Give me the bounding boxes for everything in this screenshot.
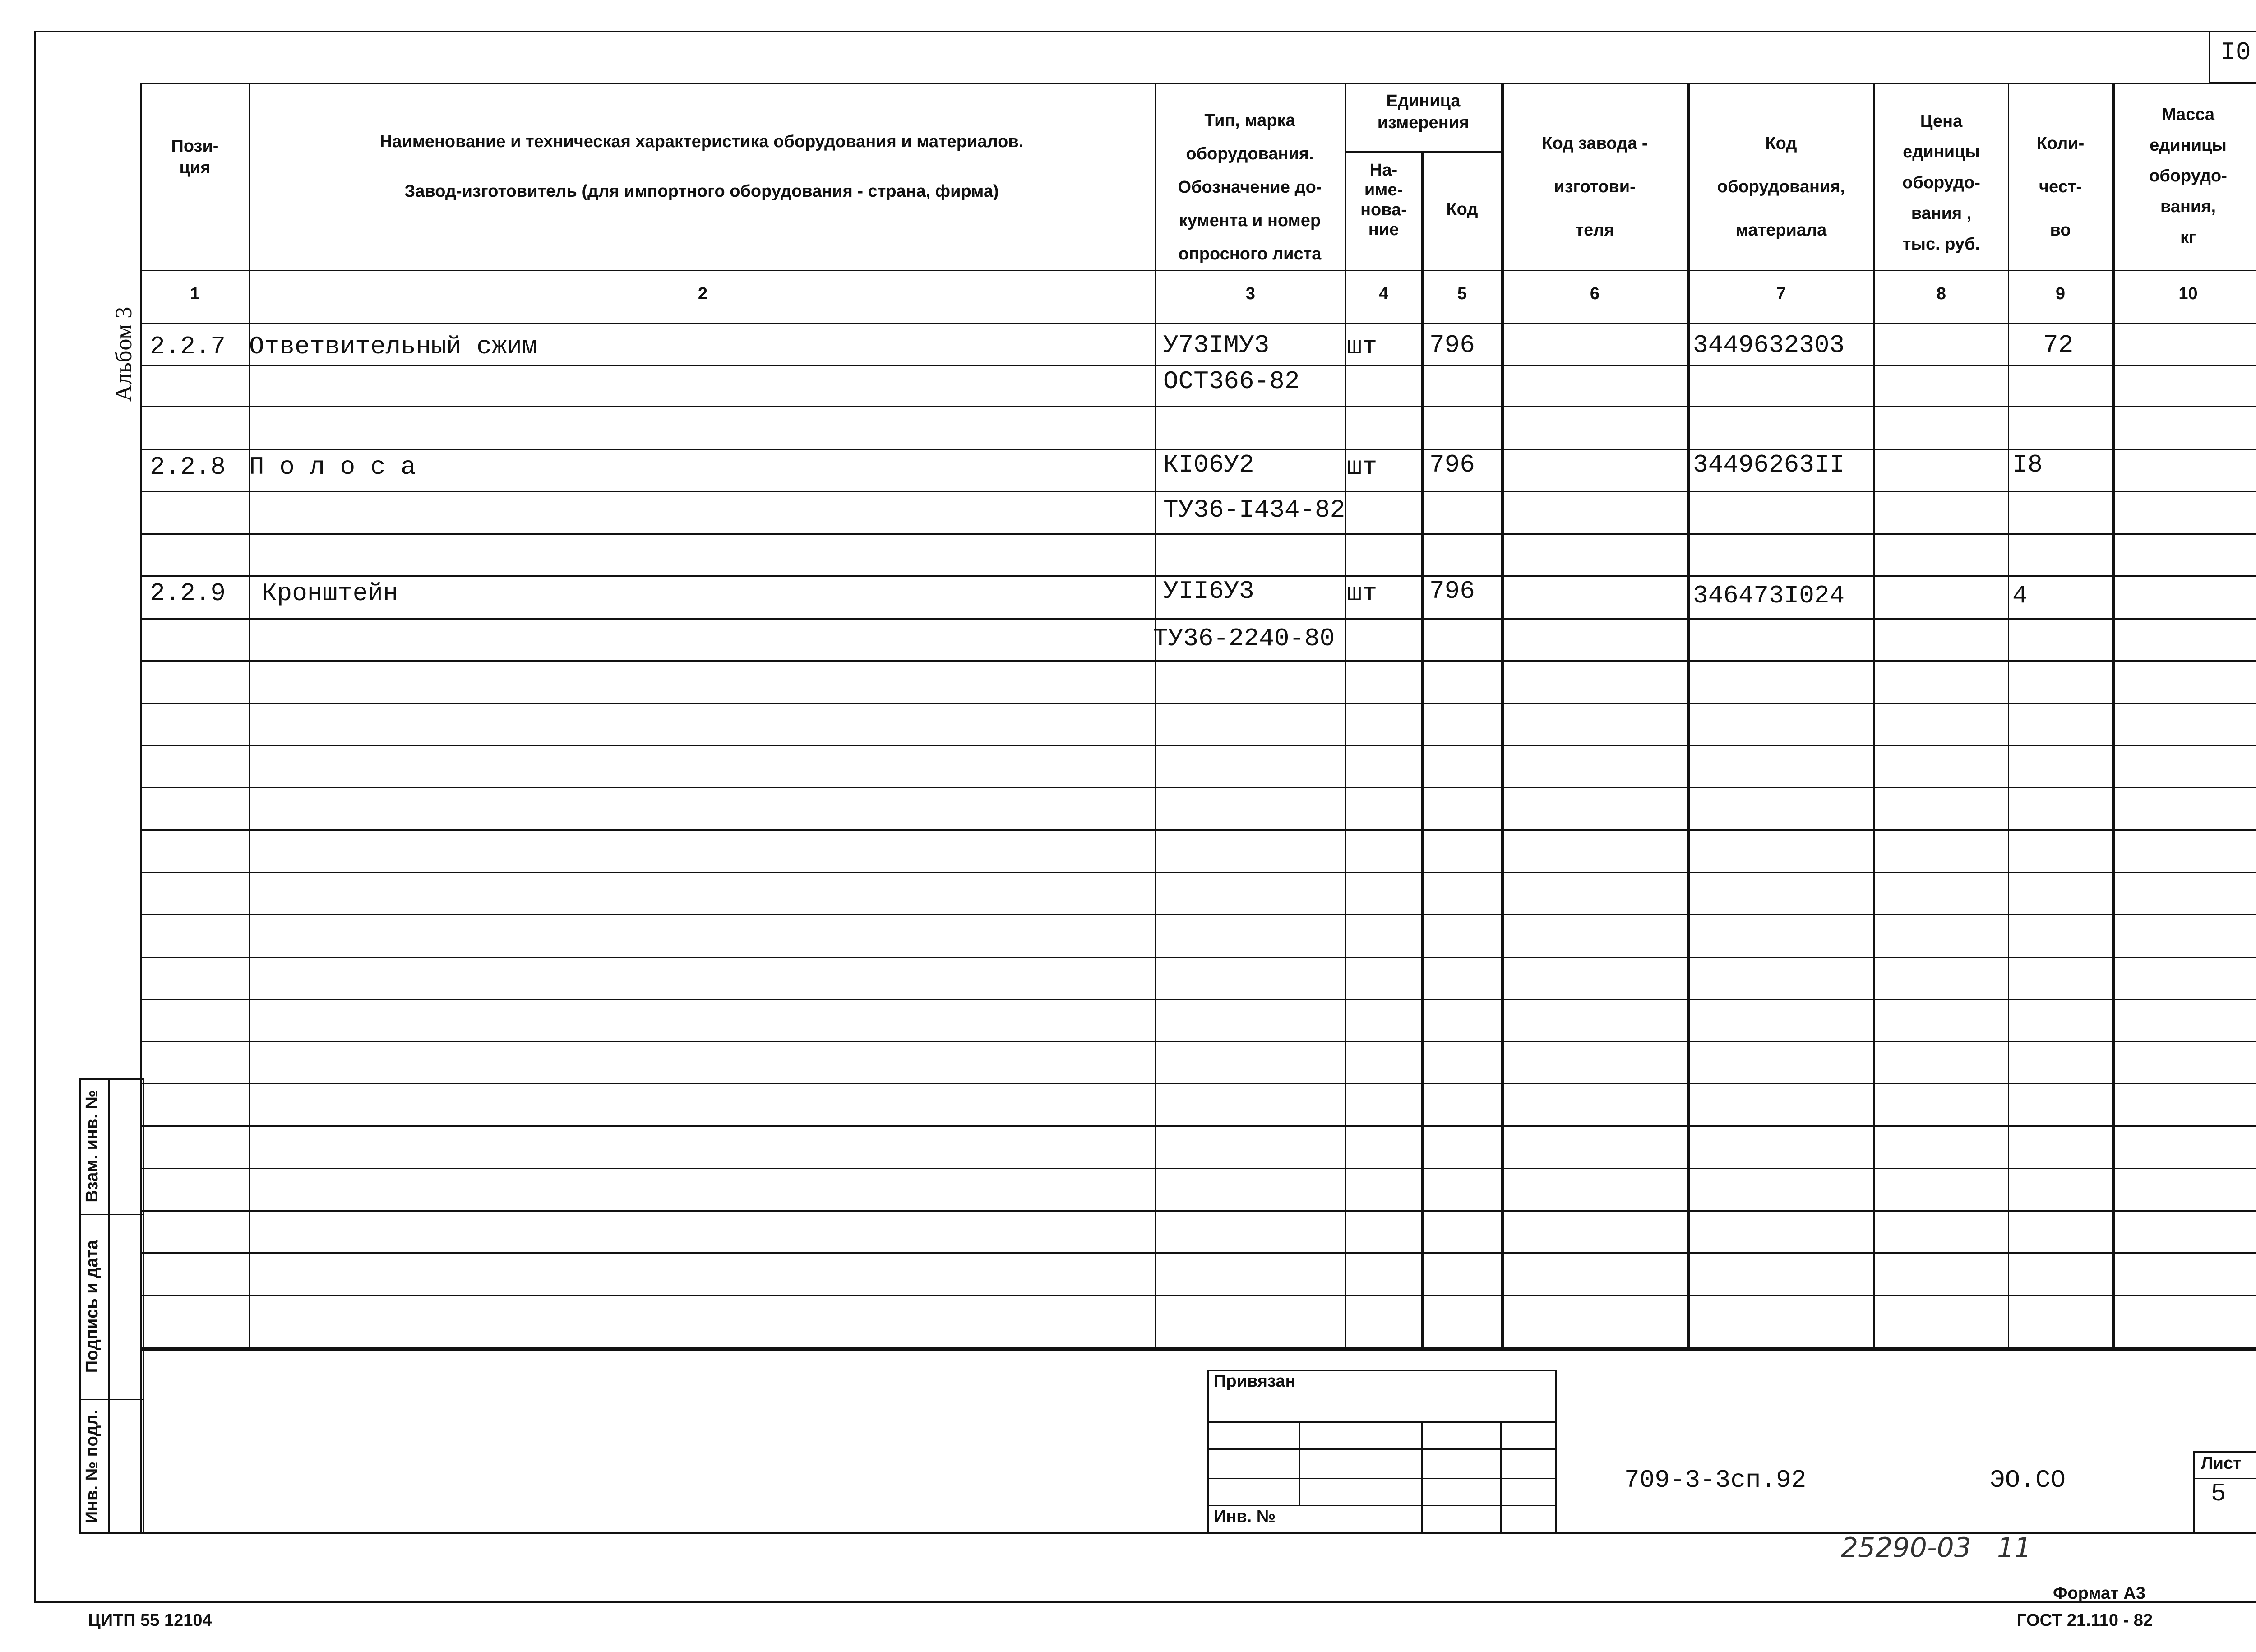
side-stamp-line: [79, 1214, 144, 1215]
col-line-bold: [1421, 151, 1424, 1351]
row-name: Ответвительный сжим: [249, 332, 537, 361]
col-number: 9: [2055, 284, 2066, 303]
col-line: [1873, 83, 1875, 1348]
row-line: [140, 533, 2256, 535]
row-line: [140, 618, 2256, 620]
row-line: [140, 1295, 2256, 1296]
handwritten-number: 25290-03 11: [1841, 1532, 2032, 1564]
row-unit: шт: [1347, 332, 1378, 361]
col-line: [1155, 83, 1156, 1348]
col-number: 1: [190, 284, 200, 303]
privyazan-line: [1207, 1478, 1557, 1479]
header-price: Цена единицы оборудо- вания , тыс. руб.: [1902, 112, 1980, 254]
gost-label: ГОСТ 21.110 - 82: [2017, 1611, 2153, 1630]
row-type: КI06У2: [1163, 450, 1254, 479]
col-number: 10: [2178, 284, 2198, 303]
row-unit: шт: [1347, 579, 1378, 608]
row-quantity: 4: [2012, 581, 2028, 610]
row-line: [140, 1125, 2256, 1127]
row-line: [140, 1041, 2256, 1042]
row-unit-code: 796: [1429, 331, 1475, 360]
doc-code: 709-3-3сп.92: [1624, 1466, 1807, 1495]
row-type: У73IМУ3: [1163, 331, 1270, 360]
row-line: [140, 787, 2256, 788]
col-line-bold: [2112, 83, 2115, 1351]
col-number: 8: [1936, 284, 1946, 303]
privyazan-line: [1207, 1505, 1557, 1506]
col-line-bold: [1501, 83, 1504, 1351]
row-position: 2.2.8: [150, 453, 226, 481]
inv-no-label: Инв. №: [1214, 1507, 1276, 1526]
header-unit-code: Код: [1446, 200, 1478, 219]
row-type-doc: ТУ36-2240-80: [1153, 624, 1335, 653]
row-line: [140, 745, 2256, 746]
side-stamp-inv: Инв. № подл.: [83, 1409, 102, 1524]
col-number: 2: [698, 284, 708, 303]
citp-label: ЦИТП 55 12104: [88, 1611, 212, 1630]
privyazan-line: [1207, 1448, 1557, 1450]
row-line: [140, 1168, 2256, 1169]
side-stamp-vzam: Взам. инв. №: [83, 1090, 102, 1203]
col-line: [2008, 83, 2009, 1348]
privyazan-vline: [1500, 1421, 1502, 1534]
header-mass: Масса единицы оборудо- вания, кг: [2149, 105, 2227, 247]
row-position: 2.2.9: [150, 579, 226, 608]
row-line: [140, 1083, 2256, 1084]
row-line: [140, 914, 2256, 915]
main-table: [140, 83, 2256, 1351]
header-type: Тип, марка оборудования. Обозначение до- кумента и номер опросного листа: [1178, 111, 1322, 264]
row-line: [140, 703, 2256, 704]
title-block: [140, 1347, 2256, 1534]
header-quantity: Коли- чест- во: [2036, 134, 2085, 240]
row-line: [140, 1252, 2256, 1254]
header-name-line2: Завод-изготовитель (для импортного оборудования - страна, фирма): [404, 182, 999, 201]
row-line: [140, 957, 2256, 958]
row-line: [140, 872, 2256, 873]
header-unit-name: На- име- нова- ние: [1360, 161, 1407, 239]
header-name-line1: Наименование и техническая характеристика оборудования и материалов.: [379, 132, 1024, 151]
header-material-code: Код оборудования, материала: [1717, 134, 1845, 240]
row-line: [140, 406, 2256, 407]
col-number: 7: [1776, 284, 1786, 303]
row-material-code: 34496263II: [1693, 450, 1845, 479]
row-line: [140, 491, 2256, 492]
col-line-bold: [1687, 83, 1690, 1351]
col-line: [1345, 83, 1346, 1348]
side-stamp-line: [108, 1078, 110, 1534]
numbers-bottom: [140, 323, 2256, 324]
side-stamp-podpis: Подпись и дата: [83, 1240, 102, 1373]
col-number: 6: [1590, 284, 1600, 303]
col-number: 3: [1245, 284, 1256, 303]
row-material-code: 346473I024: [1693, 581, 1845, 610]
row-line: [140, 829, 2256, 831]
row-unit: шт: [1347, 453, 1378, 481]
row-line: [140, 660, 2256, 662]
row-line: [140, 365, 2256, 366]
album-label: Альбом 3: [111, 306, 137, 402]
header-factory-code: Код завода - изготови- теля: [1542, 134, 1648, 240]
row-material-code: 3449632303: [1693, 331, 1845, 360]
col-line: [249, 83, 250, 1348]
row-type-doc: ОСТ366-82: [1163, 367, 1300, 396]
col-number: 4: [1378, 284, 1389, 303]
privyazan-vline: [1421, 1421, 1423, 1534]
row-line: [140, 1210, 2256, 1212]
col-number: 5: [1457, 284, 1467, 303]
list-label: Лист: [2201, 1454, 2242, 1473]
format-label: Формат А3: [2053, 1584, 2145, 1603]
row-unit-code: 796: [1429, 577, 1475, 606]
privyazan-line: [1207, 1421, 1557, 1423]
row-type: УII6У3: [1163, 577, 1254, 606]
row-name: Кронштейн: [262, 579, 398, 608]
row-quantity: 72: [2043, 331, 2074, 360]
doc-mark: ЭО.СО: [1990, 1466, 2066, 1495]
row-type-doc: ТУ36-I434-82: [1163, 495, 1345, 524]
row-quantity: I8: [2012, 450, 2043, 479]
row-position: 2.2.7: [150, 332, 226, 361]
privyazan-vline: [1299, 1421, 1300, 1505]
row-unit-code: 796: [1429, 450, 1475, 479]
row-name: П о л о с а: [249, 453, 416, 481]
privyazan-label: Привязан: [1214, 1372, 1296, 1391]
row-line: [140, 999, 2256, 1000]
unit-subline: [1345, 151, 1501, 153]
header-unit: Единица измерения: [1377, 92, 1470, 132]
page-number: I0: [2220, 38, 2251, 67]
list-value: 5: [2211, 1479, 2226, 1508]
header-position: Пози- ция: [171, 137, 219, 177]
